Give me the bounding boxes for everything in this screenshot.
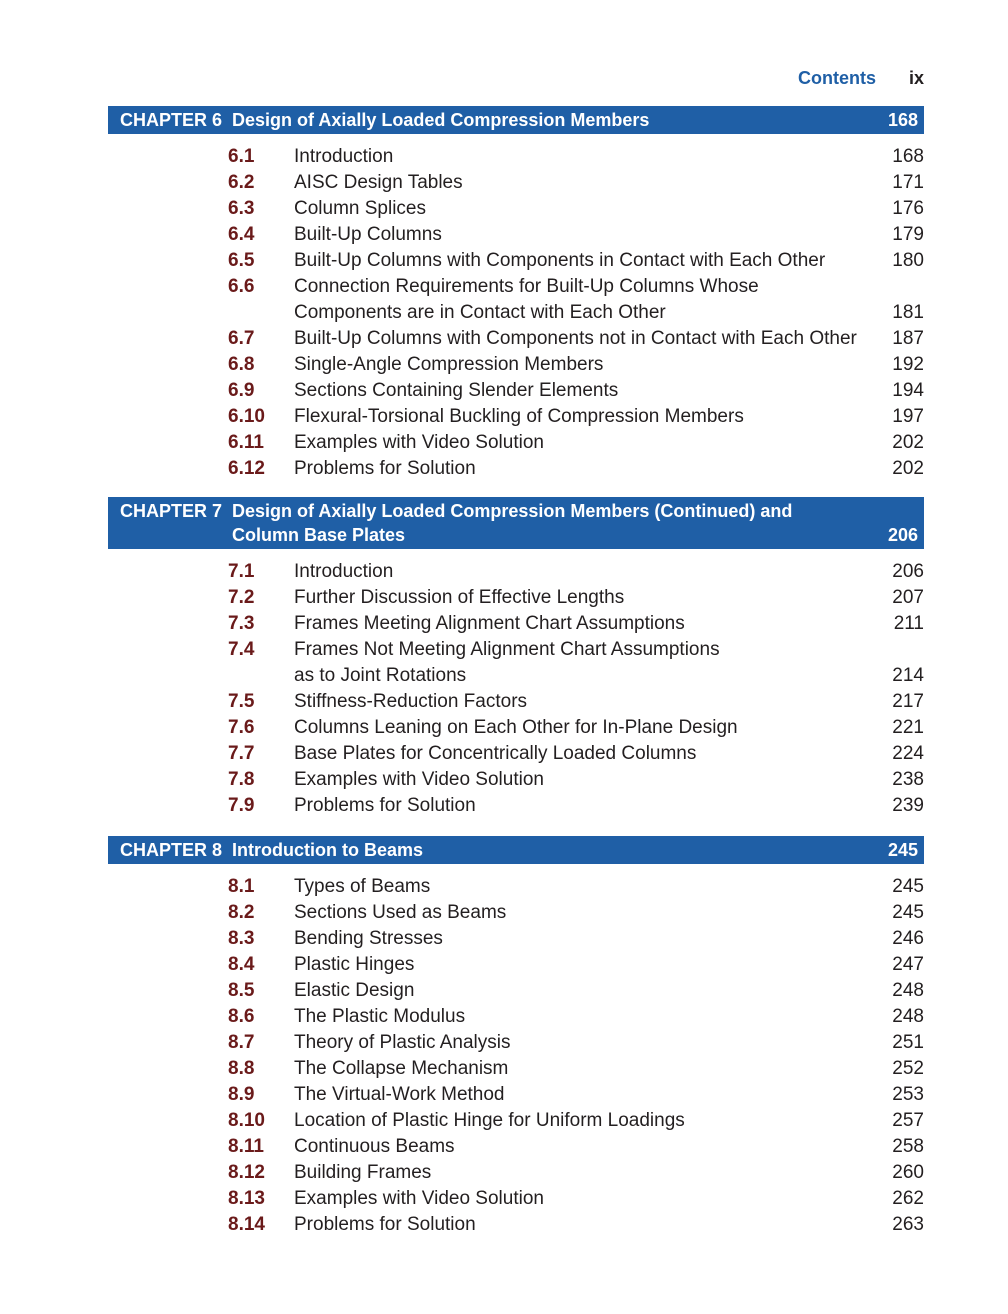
section-page: 197: [892, 406, 924, 427]
section-title-line: The Virtual-Work Method: [294, 1084, 505, 1105]
section-title-line: Single-Angle Compression Members: [294, 354, 604, 375]
section-number: 8.5: [228, 980, 255, 1001]
chapter-heading[interactable]: [108, 497, 924, 549]
section-title-line: AISC Design Tables: [294, 172, 463, 193]
section-title: [294, 1186, 864, 1212]
toc-entry[interactable]: [108, 1186, 924, 1212]
section-page: 245: [892, 876, 924, 897]
section-title-line: Base Plates for Concentrically Loaded Columns: [294, 743, 697, 764]
section-title-line: Columns Leaning on Each Other for In-Plane Design: [294, 717, 738, 738]
section-title-line: Problems for Solution: [294, 458, 476, 479]
section-title-line: Continuous Beams: [294, 1136, 455, 1157]
section-page: 251: [892, 1032, 924, 1053]
toc-entry[interactable]: [108, 874, 924, 900]
section-title: [294, 326, 864, 352]
section-number: 8.1: [228, 876, 255, 897]
section-page: 194: [892, 380, 924, 401]
section-title: [294, 689, 864, 715]
section-title-line: Elastic Design: [294, 980, 415, 1001]
section-title-line: Column Splices: [294, 198, 426, 219]
section-title: [294, 456, 864, 482]
section-page: 246: [892, 928, 924, 949]
toc-entry[interactable]: [108, 456, 924, 482]
section-title-line: The Collapse Mechanism: [294, 1058, 509, 1079]
section-page: 248: [892, 980, 924, 1001]
section-page: 217: [892, 691, 924, 712]
toc-entry[interactable]: [108, 144, 924, 170]
section-page: 181: [892, 302, 924, 323]
toc-entry[interactable]: [108, 637, 924, 689]
chapter-label: CHAPTER 7: [120, 501, 223, 521]
toc-entry[interactable]: [108, 611, 924, 637]
section-page: 179: [892, 224, 924, 245]
chapter-title-line-2: Column Base Plates: [232, 525, 406, 545]
section-title-line: Stiffness-Reduction Factors: [294, 691, 528, 712]
running-head: [798, 68, 924, 89]
section-number: 7.8: [228, 769, 255, 790]
section-title: [294, 378, 864, 404]
section-number: 6.10: [228, 406, 265, 427]
chapter-8: [108, 836, 924, 1238]
section-number: 8.3: [228, 928, 255, 949]
section-title-line: Bending Stresses: [294, 928, 443, 949]
section-title: [294, 559, 864, 585]
section-number: 6.8: [228, 354, 255, 375]
toc-entry[interactable]: [108, 430, 924, 456]
section-title-line: Theory of Plastic Analysis: [294, 1032, 511, 1053]
section-title-line: Problems for Solution: [294, 1214, 476, 1235]
section-number: 6.4: [228, 224, 255, 245]
section-number: 7.5: [228, 691, 255, 712]
section-title: [294, 1160, 864, 1186]
chapter-heading[interactable]: [108, 836, 924, 864]
section-number: 6.5: [228, 250, 255, 271]
toc-entry[interactable]: [108, 767, 924, 793]
toc-entry[interactable]: [108, 1134, 924, 1160]
toc-entry[interactable]: [108, 689, 924, 715]
section-page: 247: [892, 954, 924, 975]
section-title-line: Problems for Solution: [294, 795, 476, 816]
section-number: 6.2: [228, 172, 255, 193]
section-title: [294, 222, 864, 248]
chapter-label: CHAPTER 8: [120, 840, 223, 860]
section-number: 8.2: [228, 902, 255, 923]
section-title-line: Examples with Video Solution: [294, 432, 544, 453]
section-title: [294, 1030, 864, 1056]
section-list: [108, 559, 924, 819]
section-number: 7.2: [228, 587, 255, 608]
section-title-line: Connection Requirements for Built-Up Columns Whose: [294, 276, 759, 297]
section-page: 238: [892, 769, 924, 790]
section-page: 202: [892, 432, 924, 453]
section-title: [294, 1004, 864, 1030]
toc-entry[interactable]: [108, 926, 924, 952]
toc-entry[interactable]: [108, 1212, 924, 1238]
section-page: 224: [892, 743, 924, 764]
toc-entry[interactable]: [108, 741, 924, 767]
section-title: [294, 952, 864, 978]
section-page: 214: [892, 665, 924, 686]
section-page: 180: [892, 250, 924, 271]
toc-entry[interactable]: [108, 978, 924, 1004]
section-title: [294, 715, 864, 741]
section-number: 7.3: [228, 613, 255, 634]
section-title: [294, 585, 864, 611]
section-title: [294, 900, 864, 926]
section-number: 7.4: [228, 639, 255, 660]
section-number: 6.12: [228, 458, 265, 479]
section-number: 7.6: [228, 717, 255, 738]
section-title: [294, 404, 864, 430]
section-title: [294, 430, 864, 456]
chapter-6: [108, 106, 924, 482]
section-title: [294, 874, 864, 900]
section-title: [294, 196, 864, 222]
toc-entry[interactable]: [108, 274, 924, 326]
toc-entry[interactable]: [108, 1056, 924, 1082]
section-page: 262: [892, 1188, 924, 1209]
section-number: 8.11: [228, 1136, 264, 1157]
chapter-7: [108, 497, 924, 819]
section-number: 6.7: [228, 328, 255, 349]
toc-entry[interactable]: [108, 1082, 924, 1108]
section-number: 6.6: [228, 276, 255, 297]
chapter-page: 168: [887, 110, 918, 130]
section-number: 6.3: [228, 198, 255, 219]
section-number: 7.1: [228, 561, 255, 582]
section-title-line: Examples with Video Solution: [294, 769, 544, 790]
toc-entry[interactable]: [108, 559, 924, 585]
section-title: [294, 144, 864, 170]
section-page: 207: [892, 587, 924, 608]
section-page: 260: [892, 1162, 924, 1183]
section-title-line: Sections Containing Slender Elements: [294, 380, 619, 401]
toc-entry[interactable]: [108, 196, 924, 222]
section-number: 8.14: [228, 1214, 265, 1235]
section-title-line: Frames Meeting Alignment Chart Assumptions: [294, 613, 685, 634]
section-list: [108, 874, 924, 1238]
section-number: 8.13: [228, 1188, 265, 1209]
section-number: 8.10: [228, 1110, 265, 1131]
section-page: 168: [892, 146, 924, 167]
toc-entry[interactable]: [108, 1160, 924, 1186]
section-number: 8.12: [228, 1162, 265, 1183]
chapter-title: Design of Axially Loaded Compression Members: [232, 110, 650, 130]
section-title: [294, 1056, 864, 1082]
section-title: [294, 978, 864, 1004]
section-title: [294, 1108, 864, 1134]
section-number: 8.9: [228, 1084, 255, 1105]
section-title: [294, 926, 864, 952]
section-page: 176: [892, 198, 924, 219]
section-page: 202: [892, 458, 924, 479]
toc-entry[interactable]: [108, 1030, 924, 1056]
section-number: 6.9: [228, 380, 255, 401]
section-title-line: Introduction: [294, 146, 394, 167]
toc-entry[interactable]: [108, 378, 924, 404]
toc-entry[interactable]: [108, 715, 924, 741]
section-title-line: as to Joint Rotations: [294, 665, 467, 686]
section-title-line: Types of Beams: [294, 876, 431, 897]
section-page: 257: [892, 1110, 924, 1131]
toc-entry[interactable]: [108, 222, 924, 248]
section-number: 6.1: [228, 146, 255, 167]
section-number: 7.9: [228, 795, 255, 816]
toc-entry[interactable]: [108, 585, 924, 611]
section-title-line: Flexural-Torsional Buckling of Compression Members: [294, 406, 744, 427]
running-head-label: Contents: [797, 68, 876, 88]
section-number: 8.8: [228, 1058, 255, 1079]
section-page: 253: [892, 1084, 924, 1105]
section-number: 8.4: [228, 954, 255, 975]
section-page: 211: [893, 613, 924, 634]
section-title-line: Built-Up Columns with Components in Contact with Each Other: [294, 250, 826, 271]
section-number: 6.11: [228, 432, 264, 453]
chapter-page: 245: [887, 840, 918, 860]
section-title-line: Examples with Video Solution: [294, 1188, 544, 1209]
section-page: 245: [892, 902, 924, 923]
section-title-line: Built-Up Columns with Components not in Contact with Each Other: [294, 328, 857, 349]
section-title-line: Sections Used as Beams: [294, 902, 507, 923]
chapter-label: CHAPTER 6: [120, 110, 223, 130]
section-page: 263: [892, 1214, 924, 1235]
section-title: [294, 1082, 864, 1108]
toc-entry[interactable]: [108, 952, 924, 978]
section-title: [294, 741, 864, 767]
section-number: 8.6: [228, 1006, 255, 1027]
section-title-line: The Plastic Modulus: [294, 1006, 466, 1027]
page-number: ix: [908, 68, 924, 88]
section-title: [294, 1134, 864, 1160]
section-title: [294, 248, 864, 274]
section-title-line: Components are in Contact with Each Other: [294, 302, 666, 323]
toc-entry[interactable]: [108, 793, 924, 819]
chapter-title: Introduction to Beams: [232, 840, 424, 860]
section-page: 239: [892, 795, 924, 816]
chapter-page: 206: [887, 525, 918, 545]
section-page: 258: [892, 1136, 924, 1157]
section-page: 171: [892, 172, 924, 193]
toc-entry[interactable]: [108, 352, 924, 378]
toc-entry[interactable]: [108, 170, 924, 196]
section-title-line: Introduction: [294, 561, 394, 582]
section-title-line: Plastic Hinges: [294, 954, 415, 975]
section-title-line: Frames Not Meeting Alignment Chart Assumptions: [294, 639, 720, 660]
section-title-line: Building Frames: [294, 1162, 432, 1183]
section-page: 221: [892, 717, 924, 738]
section-title: [294, 767, 864, 793]
section-title-line: Location of Plastic Hinge for Uniform Loadings: [294, 1110, 685, 1131]
toc-entry[interactable]: [108, 248, 924, 274]
section-page: 206: [892, 561, 924, 582]
section-number: 7.7: [228, 743, 255, 764]
section-page: 252: [892, 1058, 924, 1079]
chapter-heading[interactable]: [108, 106, 924, 134]
section-title: [294, 611, 864, 637]
toc-entry[interactable]: [108, 404, 924, 430]
section-list: [108, 144, 924, 482]
section-number: 8.7: [228, 1032, 255, 1053]
section-title: [294, 274, 864, 326]
toc-entry[interactable]: [108, 1004, 924, 1030]
section-title-line: Built-Up Columns: [294, 224, 442, 245]
chapter-title: [232, 499, 858, 547]
toc-entry[interactable]: [108, 326, 924, 352]
section-title-line: Further Discussion of Effective Lengths: [294, 587, 625, 608]
section-title: [294, 1212, 864, 1238]
toc-entry[interactable]: [108, 900, 924, 926]
section-page: 187: [892, 328, 924, 349]
section-title: [294, 793, 864, 819]
chapter-title-line-1: Design of Axially Loaded Compression Members (Continued) and: [232, 501, 793, 521]
section-title: [294, 352, 864, 378]
toc-entry[interactable]: [108, 1108, 924, 1134]
section-page: 248: [892, 1006, 924, 1027]
section-title: [294, 170, 864, 196]
section-page: 192: [892, 354, 924, 375]
section-title: [294, 637, 864, 689]
